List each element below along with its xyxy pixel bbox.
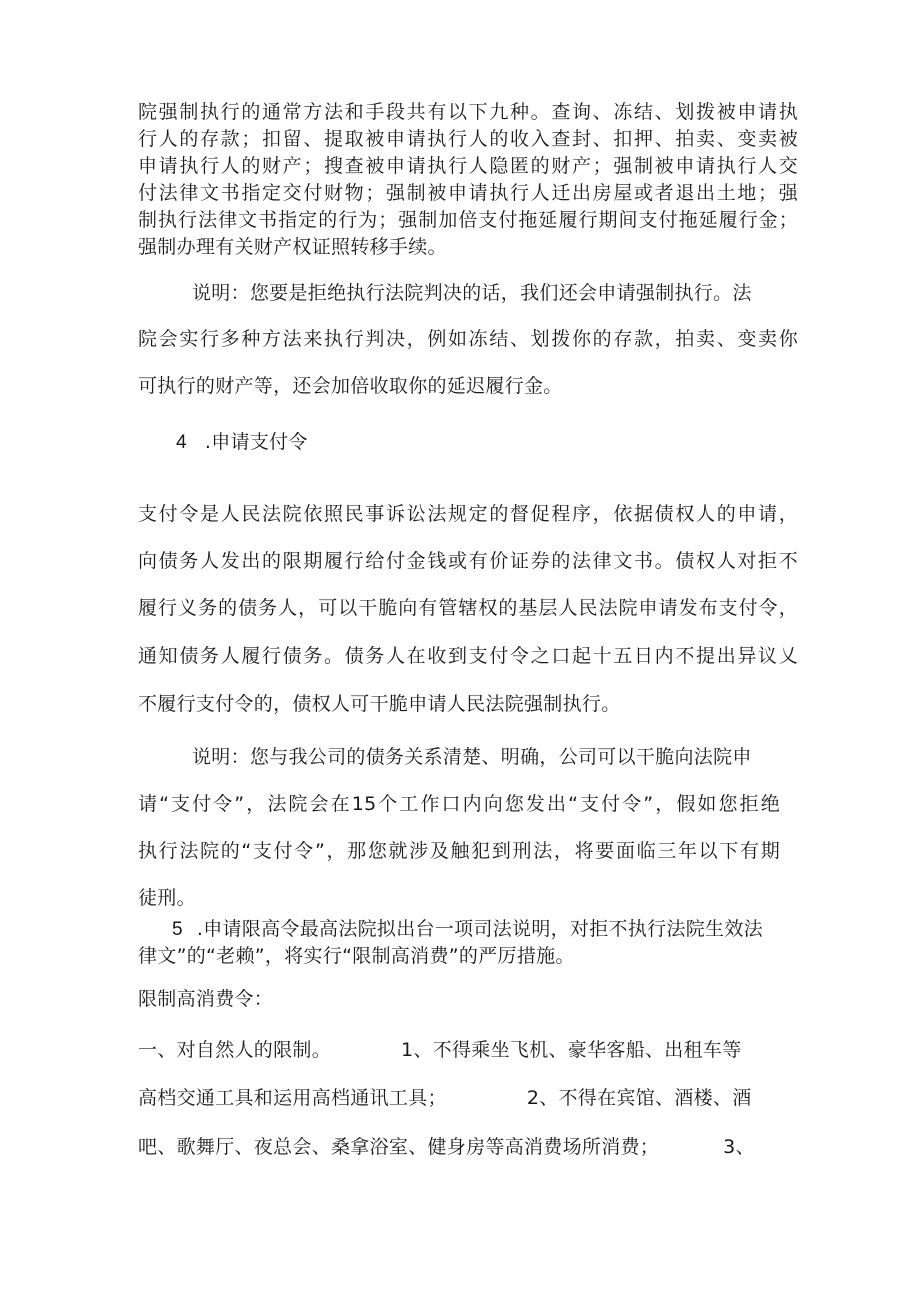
paragraph-line: 不履行支付令的，债权人可干脆申请人民法院强制执行。	[138, 693, 621, 715]
restriction-line	[138, 1086, 798, 1110]
paragraph-line: 付法律文书指定交付财物；强制被申请执行人迁出房屋或者退出土地；强	[138, 182, 798, 204]
restriction-heading: 限制高消费令：	[138, 988, 274, 1010]
section-number: 4	[176, 432, 187, 453]
note-line: 请“支付令”，法院会在15个工作口内向您发出“支付令”，假如您拒绝	[138, 793, 780, 815]
paragraph-line: 强制办理有关财产权证照转移手续。	[138, 236, 447, 258]
paragraph-line: 履行义务的债务人，可以干脆向有管辖权的基层人民法院申请发布支付令，	[138, 597, 798, 619]
paragraph-line: 通知债务人履行债务。债务人在收到支付令之口起十五日内不提出异议乂	[138, 645, 798, 667]
paragraph-line: 申请执行人的财产；搜查被申请执行人隐匿的财产；强制被申请执行人交	[138, 155, 798, 177]
note-line: 徒刑。	[138, 887, 196, 909]
paragraph-line: 制执行法律文书指定的行为；强制加倍支付拖延履行期间支付拖延履行金；	[138, 209, 798, 231]
restriction-line	[138, 1038, 798, 1062]
section-5-heading	[172, 917, 832, 942]
paragraph-line: 支付令是人民法院依照民事诉讼法规定的督促程序，依据债权人的申请，	[138, 503, 798, 525]
note-line: 说明：您与我公司的债务关系清楚、明确，公司可以干脆向法院申	[192, 746, 752, 768]
section-title: .申请支付令	[204, 431, 308, 453]
note-line: 执行法院的“支付令”，那您就涉及触犯到刑法，将要面临三年以下有期	[138, 840, 780, 862]
restriction-line-left: 吧、歌舞厅、夜总会、桑拿浴室、健身房等高消费场所消费；	[138, 1136, 660, 1158]
restriction-line-right: 3、	[723, 1136, 755, 1158]
section-4-heading	[176, 430, 836, 455]
note-line: 说明：您要是拒绝执行法院判决的话，我们还会申请强制执行。法	[192, 282, 752, 304]
restriction-line-left: 一、对自然人的限制。	[138, 1039, 332, 1061]
paragraph-line: 行人的存款；扣留、提取被申请执行人的收入查封、扣押、拍卖、变卖被	[138, 128, 798, 150]
restriction-line-right: 1、不得乘坐飞机、豪华客船、出租车等	[401, 1039, 742, 1061]
restriction-line	[138, 1135, 798, 1159]
restriction-line-left: 高档交通工具和运用高档通讯工具；	[138, 1087, 447, 1109]
note-line: 院会实行多种方法来执行判决，例如冻结、划拨你的存款，拍卖、变卖你	[138, 328, 798, 350]
paragraph-line: 向债务人发出的限期履行给付金钱或有价证券的法律文书。债权人对拒不	[138, 550, 798, 572]
section-number: 5	[172, 919, 183, 940]
paragraph-line: 院强制执行的通常方法和手段共有以下九种。查询、冻结、划拨被申请执	[138, 101, 798, 123]
section-text: .申请限高令最高法院拟出台一项司法说明，对拒不执行法院生效法	[196, 918, 763, 940]
note-line: 可执行的财产等，还会加倍收取你的延迟履行金。	[138, 375, 563, 397]
restriction-line-right: 2、不得在宾馆、酒楼、酒	[526, 1087, 752, 1109]
section-text-line: 律文”的“老赖”，将实行“限制高消费”的严厉措施。	[138, 945, 575, 967]
